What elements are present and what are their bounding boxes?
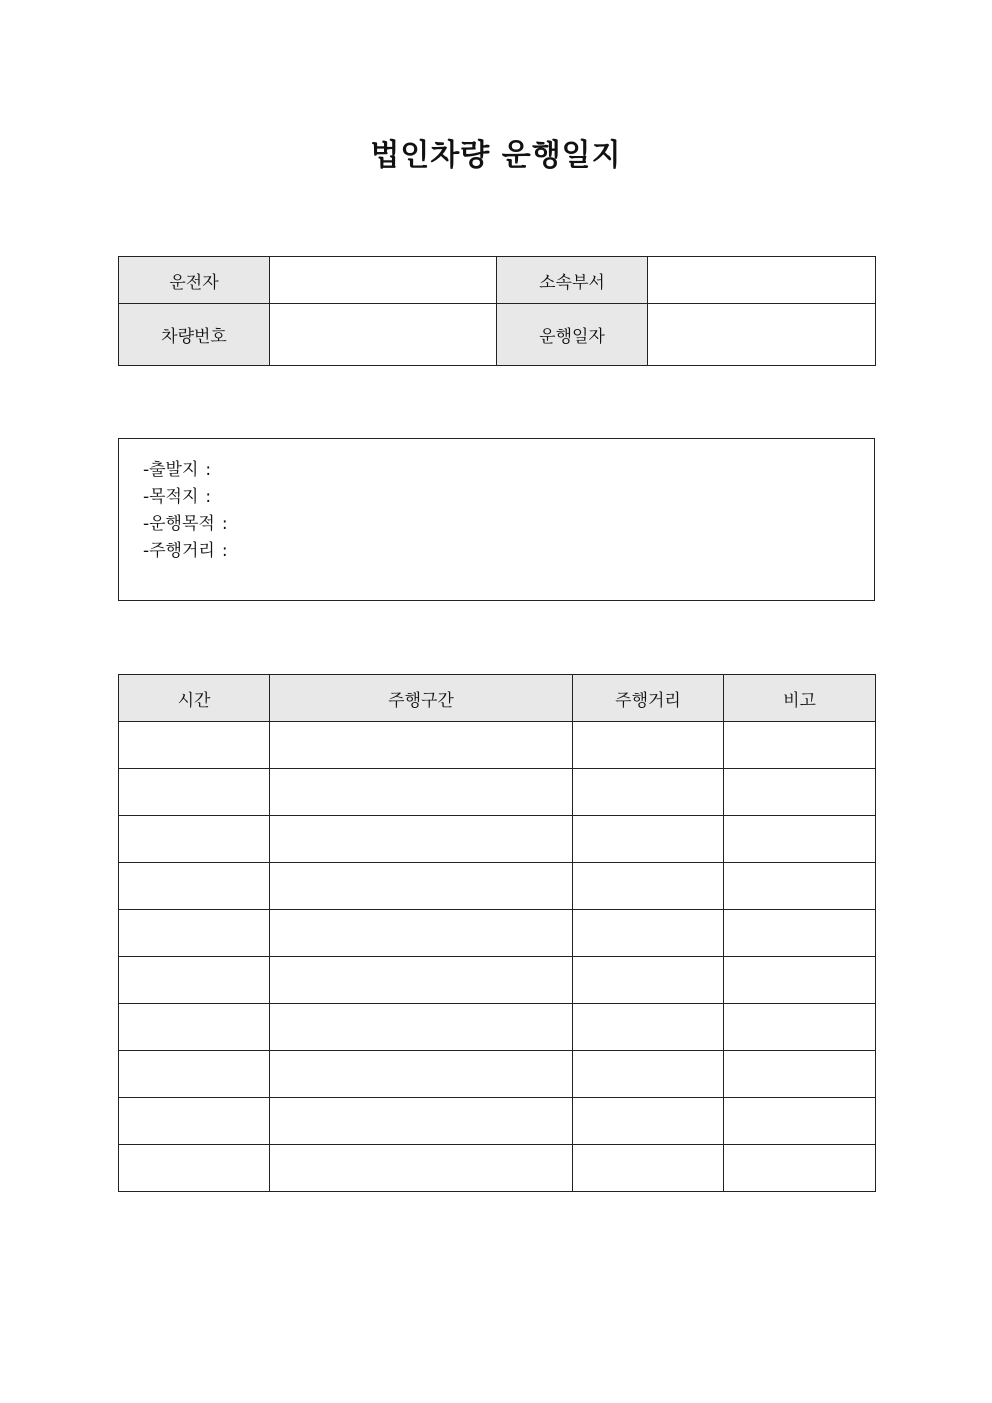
operation-date-label: 운행일자 — [497, 304, 648, 366]
page-title: 법인차량 운행일지 — [370, 138, 622, 173]
log-cell[interactable] — [270, 1145, 573, 1192]
trip-detail-line — [143, 457, 228, 484]
log-cell[interactable] — [573, 722, 724, 769]
log-cell[interactable] — [270, 722, 573, 769]
log-cell[interactable] — [724, 1004, 876, 1051]
log-header-row — [119, 675, 876, 722]
log-cell[interactable] — [573, 1004, 724, 1051]
log-cell[interactable] — [724, 910, 876, 957]
table-row — [119, 1098, 876, 1145]
trip-detail-colon: : — [221, 514, 228, 534]
vehicle-info-table — [118, 256, 876, 366]
log-column-header: 주행거리 — [573, 675, 724, 722]
log-cell[interactable] — [724, 863, 876, 910]
log-cell[interactable] — [119, 769, 270, 816]
trip-detail-colon: : — [205, 460, 212, 480]
log-cell[interactable] — [119, 1145, 270, 1192]
log-cell[interactable] — [119, 816, 270, 863]
log-cell[interactable] — [724, 1051, 876, 1098]
log-cell[interactable] — [119, 910, 270, 957]
log-cell[interactable] — [119, 1004, 270, 1051]
operation-date-field[interactable] — [648, 304, 876, 366]
trip-details-box — [118, 438, 875, 601]
log-cell[interactable] — [573, 863, 724, 910]
log-cell[interactable] — [573, 1098, 724, 1145]
trip-detail-label: -출발지 — [143, 460, 199, 480]
trip-detail-label: -운행목적 — [143, 514, 215, 534]
table-row — [119, 1051, 876, 1098]
table-row — [119, 910, 876, 957]
log-cell[interactable] — [119, 1051, 270, 1098]
info-row-driver — [119, 257, 876, 304]
log-cell[interactable] — [119, 1098, 270, 1145]
log-cell[interactable] — [573, 1145, 724, 1192]
log-cell[interactable] — [270, 957, 573, 1004]
driver-field[interactable] — [270, 257, 497, 304]
log-column-header: 비고 — [724, 675, 876, 722]
trip-detail-label: -주행거리 — [143, 541, 215, 561]
log-cell[interactable] — [270, 1098, 573, 1145]
driving-log-table — [118, 674, 876, 1192]
log-cell[interactable] — [724, 1145, 876, 1192]
log-cell[interactable] — [573, 816, 724, 863]
table-row — [119, 957, 876, 1004]
table-row — [119, 816, 876, 863]
log-column-header: 시간 — [119, 675, 270, 722]
vehicle-number-field[interactable] — [270, 304, 497, 366]
log-cell[interactable] — [573, 957, 724, 1004]
log-cell[interactable] — [119, 863, 270, 910]
trip-detail-colon: : — [205, 487, 212, 507]
log-cell[interactable] — [270, 910, 573, 957]
log-column-header: 주행구간 — [270, 675, 573, 722]
log-cell[interactable] — [270, 863, 573, 910]
log-cell[interactable] — [573, 910, 724, 957]
trip-detail-line — [143, 511, 228, 538]
log-cell[interactable] — [270, 1051, 573, 1098]
driver-label: 운전자 — [119, 257, 270, 304]
table-row — [119, 1004, 876, 1051]
department-label: 소속부서 — [497, 257, 648, 304]
log-cell[interactable] — [573, 769, 724, 816]
log-cell[interactable] — [724, 1098, 876, 1145]
log-cell[interactable] — [724, 957, 876, 1004]
log-cell[interactable] — [724, 769, 876, 816]
table-row — [119, 769, 876, 816]
table-row — [119, 722, 876, 769]
trip-detail-line — [143, 538, 228, 565]
table-row — [119, 863, 876, 910]
log-cell[interactable] — [119, 722, 270, 769]
log-cell[interactable] — [724, 722, 876, 769]
trip-detail-label: -목적지 — [143, 487, 199, 507]
trip-detail-colon: : — [221, 541, 228, 561]
log-cell[interactable] — [724, 816, 876, 863]
log-cell[interactable] — [270, 816, 573, 863]
table-row — [119, 1145, 876, 1192]
log-cell[interactable] — [270, 1004, 573, 1051]
trip-details-list — [143, 457, 228, 565]
trip-detail-line — [143, 484, 228, 511]
vehicle-number-label: 차량번호 — [119, 304, 270, 366]
info-row-vehicle — [119, 304, 876, 366]
department-field[interactable] — [648, 257, 876, 304]
log-cell[interactable] — [573, 1051, 724, 1098]
log-cell[interactable] — [119, 957, 270, 1004]
log-cell[interactable] — [270, 769, 573, 816]
